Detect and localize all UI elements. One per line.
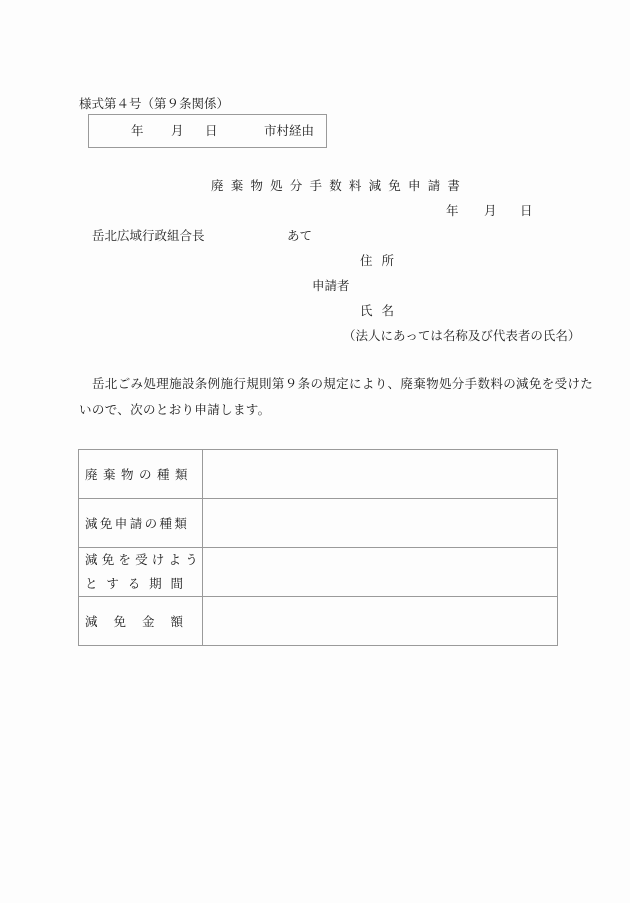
routing-box (88, 114, 327, 148)
form-number: 様式第４号（第９条関係） (79, 96, 230, 111)
waste-type-field[interactable] (202, 450, 557, 499)
table-row-reduction-type (79, 499, 558, 548)
addressee-name: 岳北広域行政組合長 (92, 228, 205, 243)
reduction-period-label: 減免を受けよう と す る 期 間 (79, 548, 203, 597)
date-day-label: 日 (520, 203, 533, 218)
applicant-name-note: （法人にあっては名称及び代表者の氏名） (343, 328, 581, 343)
applicant-address-label: 住所 (360, 253, 404, 268)
reduction-amount-label: 減 免 金 額 (79, 597, 203, 646)
reduction-type-label: 減免申請の種類 (79, 499, 203, 548)
body-text-line-2: いので、次のとおり申請します。 (79, 402, 271, 417)
document-title: 廃棄物処分手数料減免申請書 (211, 178, 468, 193)
applicant-label: 申請者 (312, 278, 350, 293)
date-year-label: 年 (446, 203, 459, 218)
routing-day-label: 日 (205, 123, 218, 138)
application-details-table (78, 449, 558, 646)
addressee-suffix: あて (287, 228, 313, 243)
body-text-line-1: 岳北ごみ処理施設条例施行規則第９条の規定により、廃棄物処分手数料の減免を受けた (92, 376, 594, 391)
table-row-reduction-period (79, 548, 558, 597)
table-row-waste-type (79, 450, 558, 499)
routing-via-label: 市村経由 (264, 123, 315, 138)
table-row-reduction-amount (79, 597, 558, 646)
reduction-period-field[interactable] (202, 548, 557, 597)
date-month-label: 月 (484, 203, 497, 218)
reduction-amount-field[interactable] (202, 597, 557, 646)
routing-month-label: 月 (171, 123, 184, 138)
reduction-type-field[interactable] (202, 499, 557, 548)
applicant-name-label: 氏名 (360, 303, 404, 318)
routing-year-label: 年 (131, 123, 144, 138)
waste-type-label: 廃棄物の種類 (79, 450, 203, 499)
